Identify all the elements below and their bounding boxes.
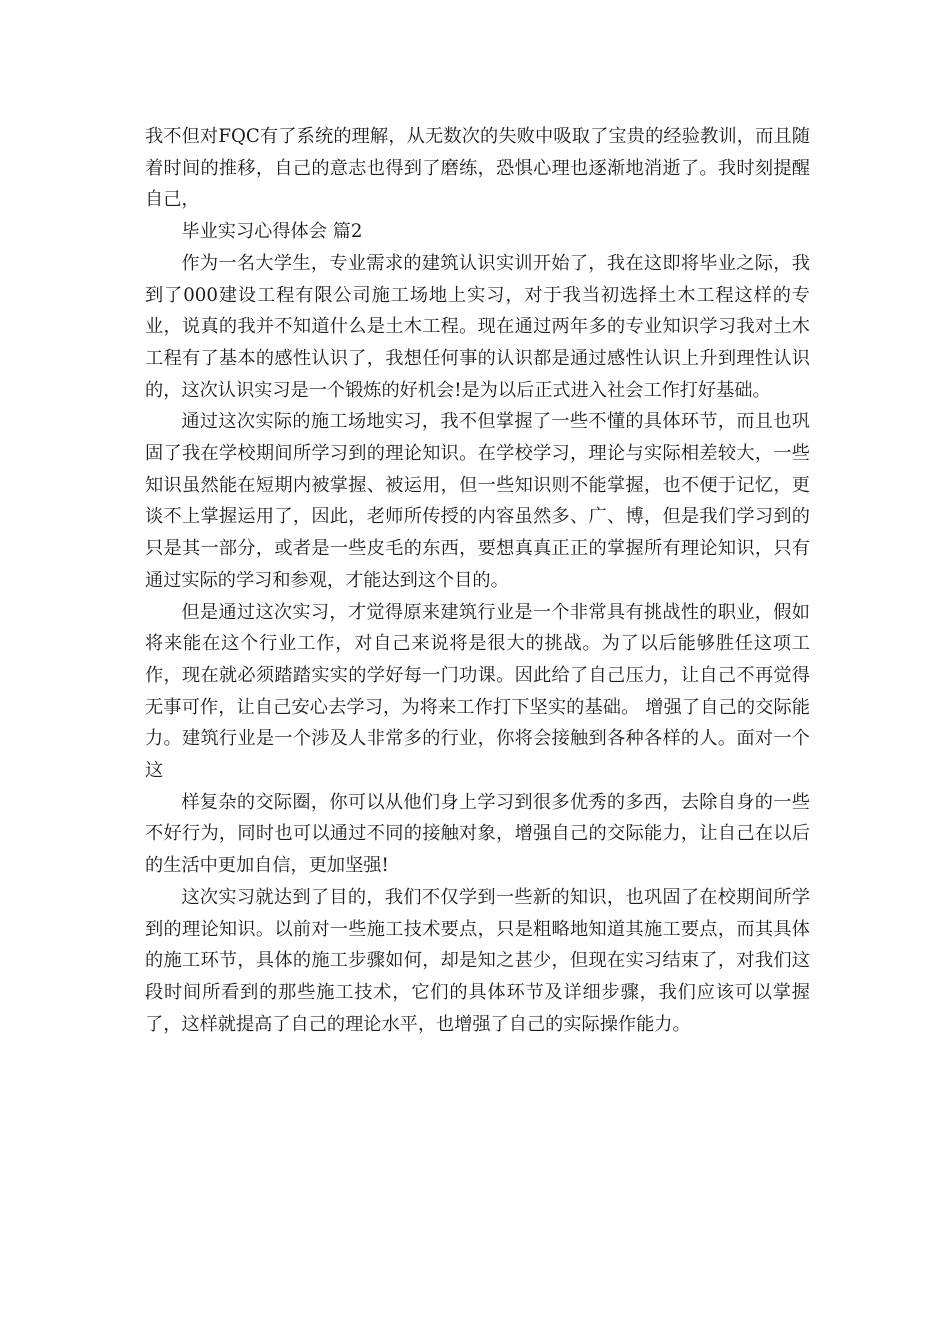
document-page xyxy=(145,121,810,1040)
paragraph: 这次实习就达到了目的，我们不仅学到一些新的知识，也巩固了在校期间所学到的理论知识。以前对一些施工技术要点，只是粗略地知道其施工要点，而其具体的施工环节，具体的施工步骤如何，却是知之甚少，但现在实习结束了，对我们这段时间所看到的那些施工技术，它们的具体环节及详细步骤，我们应该可以掌握了，这样就提高了自己的理论水平，也增强了自己的实际操作能力。 xyxy=(145,886,810,1035)
paragraph: 通过这次实际的施工场地实习，我不但掌握了一些不懂的具体环节，而且也巩固了我在学校期间所学习到的理论知识。在学校学习，理论与实际相差较大，一些知识虽然能在短期内被掌握、被运用，但一些知识则不能掌握，也不便于记忆，更谈不上掌握运用了，因此，老师所传授的内容虽然多、广、博，但是我们学习到的只是其一部分，或者是一些皮毛的东西，要想真真正正的掌握所有理论知识，只有通过实际的学习和参观，才能达到这个目的。 xyxy=(145,411,810,591)
paragraph-continuation: 我不但对FQC有了系统的理解，从无数次的失败中吸取了宝贵的经验教训，而且随着时间的推移，自己的意志也得到了磨练，恐惧心理也逐渐地消逝了。我时刻提醒自己， xyxy=(145,126,810,211)
section-heading: 毕业实习心得体会 篇2 xyxy=(181,221,363,243)
paragraph: 样复杂的交际圈，你可以从他们身上学习到很多优秀的多西，去除自身的一些不好行为，同时也可以通过不同的接触对象，增强自己的交际能力，让自己在以后的生活中更加自信，更加坚强! xyxy=(145,791,810,877)
paragraph: 作为一名大学生，专业需求的建筑认识实训开始了，我在这即将毕业之际，我到了000建设工程有限公司施工场地上实习，对于我当初选择土木工程这样的专业，说真的我并不知道什么是土木工程。现在通过两年多的专业知识学习我对土木工程有了基本的感性认识了，我想任何事的认识都是通过感性认识上升到理性认识的，这次认识实习是一个锻炼的好机会!是为以后正式进入社会工作打好基础。 xyxy=(145,252,810,401)
paragraph: 但是通过这次实习，才觉得原来建筑行业是一个非常具有挑战性的职业，假如将来能在这个行业工作，对自己来说将是很大的挑战。为了以后能够胜任这项工作，现在就必须踏踏实实的学好每一门功课。因此给了自己压力，让自己不再觉得无事可作，让自己安心去学习，为将来工作打下坚实的基础。 增强了自己的交际能力。建筑行业是一个涉及人非常多的行业，你将会接触到各种各样的人。面对一个这 xyxy=(145,601,810,782)
